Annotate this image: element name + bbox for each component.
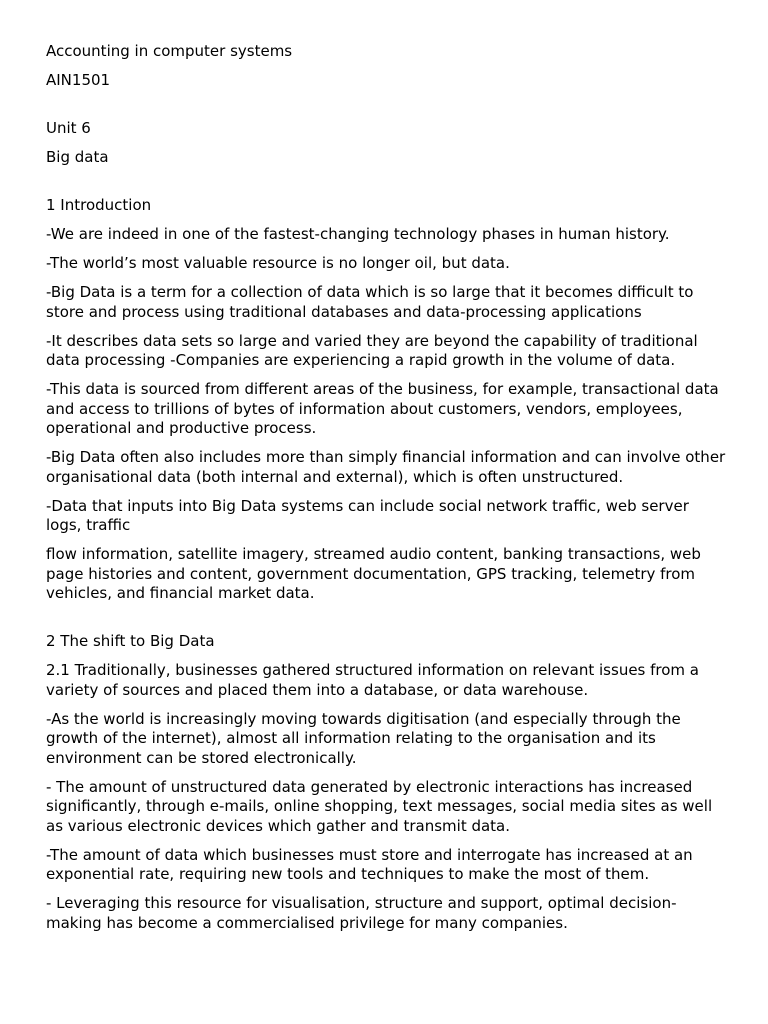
section-heading: 1 Introduction bbox=[46, 196, 152, 214]
paragraph: - Leveraging this resource for visualisation, structure and support, optimal decision-making has become a commercialised privilege for many companies. bbox=[46, 894, 677, 932]
course-code: AIN1501 bbox=[46, 71, 111, 89]
spacer bbox=[46, 613, 726, 632]
document-page bbox=[46, 42, 726, 943]
spacer bbox=[46, 100, 726, 119]
course-title: Accounting in computer systems bbox=[46, 42, 293, 60]
paragraph: -It describes data sets so large and varied they are beyond the capability of traditional data processing -Companies are experiencing a rapid growth in the volume of data. bbox=[46, 331, 698, 369]
unit-number: Unit 6 bbox=[46, 119, 91, 137]
paragraph: flow information, satellite imagery, streamed audio content, banking transactions, web page histories and content, government documentation, GPS tracking, telemetry from vehicles, and financial market data. bbox=[46, 545, 701, 602]
spacer bbox=[46, 177, 726, 196]
section-heading: 2 The shift to Big Data bbox=[46, 632, 215, 650]
paragraph: -As the world is increasingly moving towards digitisation (and especially through the growth of the internet), almost all information relating to the organisation and its environment can be stored electronically. bbox=[46, 709, 681, 767]
paragraph: 2.1 Traditionally, businesses gathered structured information on relevant issues from a variety of sources and placed them into a database, or data warehouse. bbox=[46, 661, 699, 699]
paragraph: -This data is sourced from different areas of the business, for example, transactional data and access to trillions of bytes of information about customers, vendors, employees, operational and productive process. bbox=[46, 380, 719, 437]
paragraph: -Data that inputs into Big Data systems can include social network traffic, web server logs, traffic bbox=[46, 496, 689, 534]
paragraph: -The world’s most valuable resource is no longer oil, but data. bbox=[46, 254, 510, 272]
unit-title: Big data bbox=[46, 148, 109, 166]
paragraph: -Big Data often also includes more than simply financial information and can involve other organisational data (both internal and external), which is often unstructured. bbox=[46, 448, 726, 486]
paragraph: - The amount of unstructured data generated by electronic interactions has increased significantly, through e-mails, online shopping, text messages, social media sites as well as various electronic devices which gather and transmit data. bbox=[46, 777, 713, 835]
paragraph: -We are indeed in one of the fastest-changing technology phases in human history. bbox=[46, 225, 670, 243]
paragraph: -Big Data is a term for a collection of data which is so large that it becomes difficult to store and process using traditional databases and data-processing applications bbox=[46, 283, 694, 321]
paragraph: -The amount of data which businesses must store and interrogate has increased at an exponential rate, requiring new tools and techniques to make the most of them. bbox=[46, 845, 693, 883]
